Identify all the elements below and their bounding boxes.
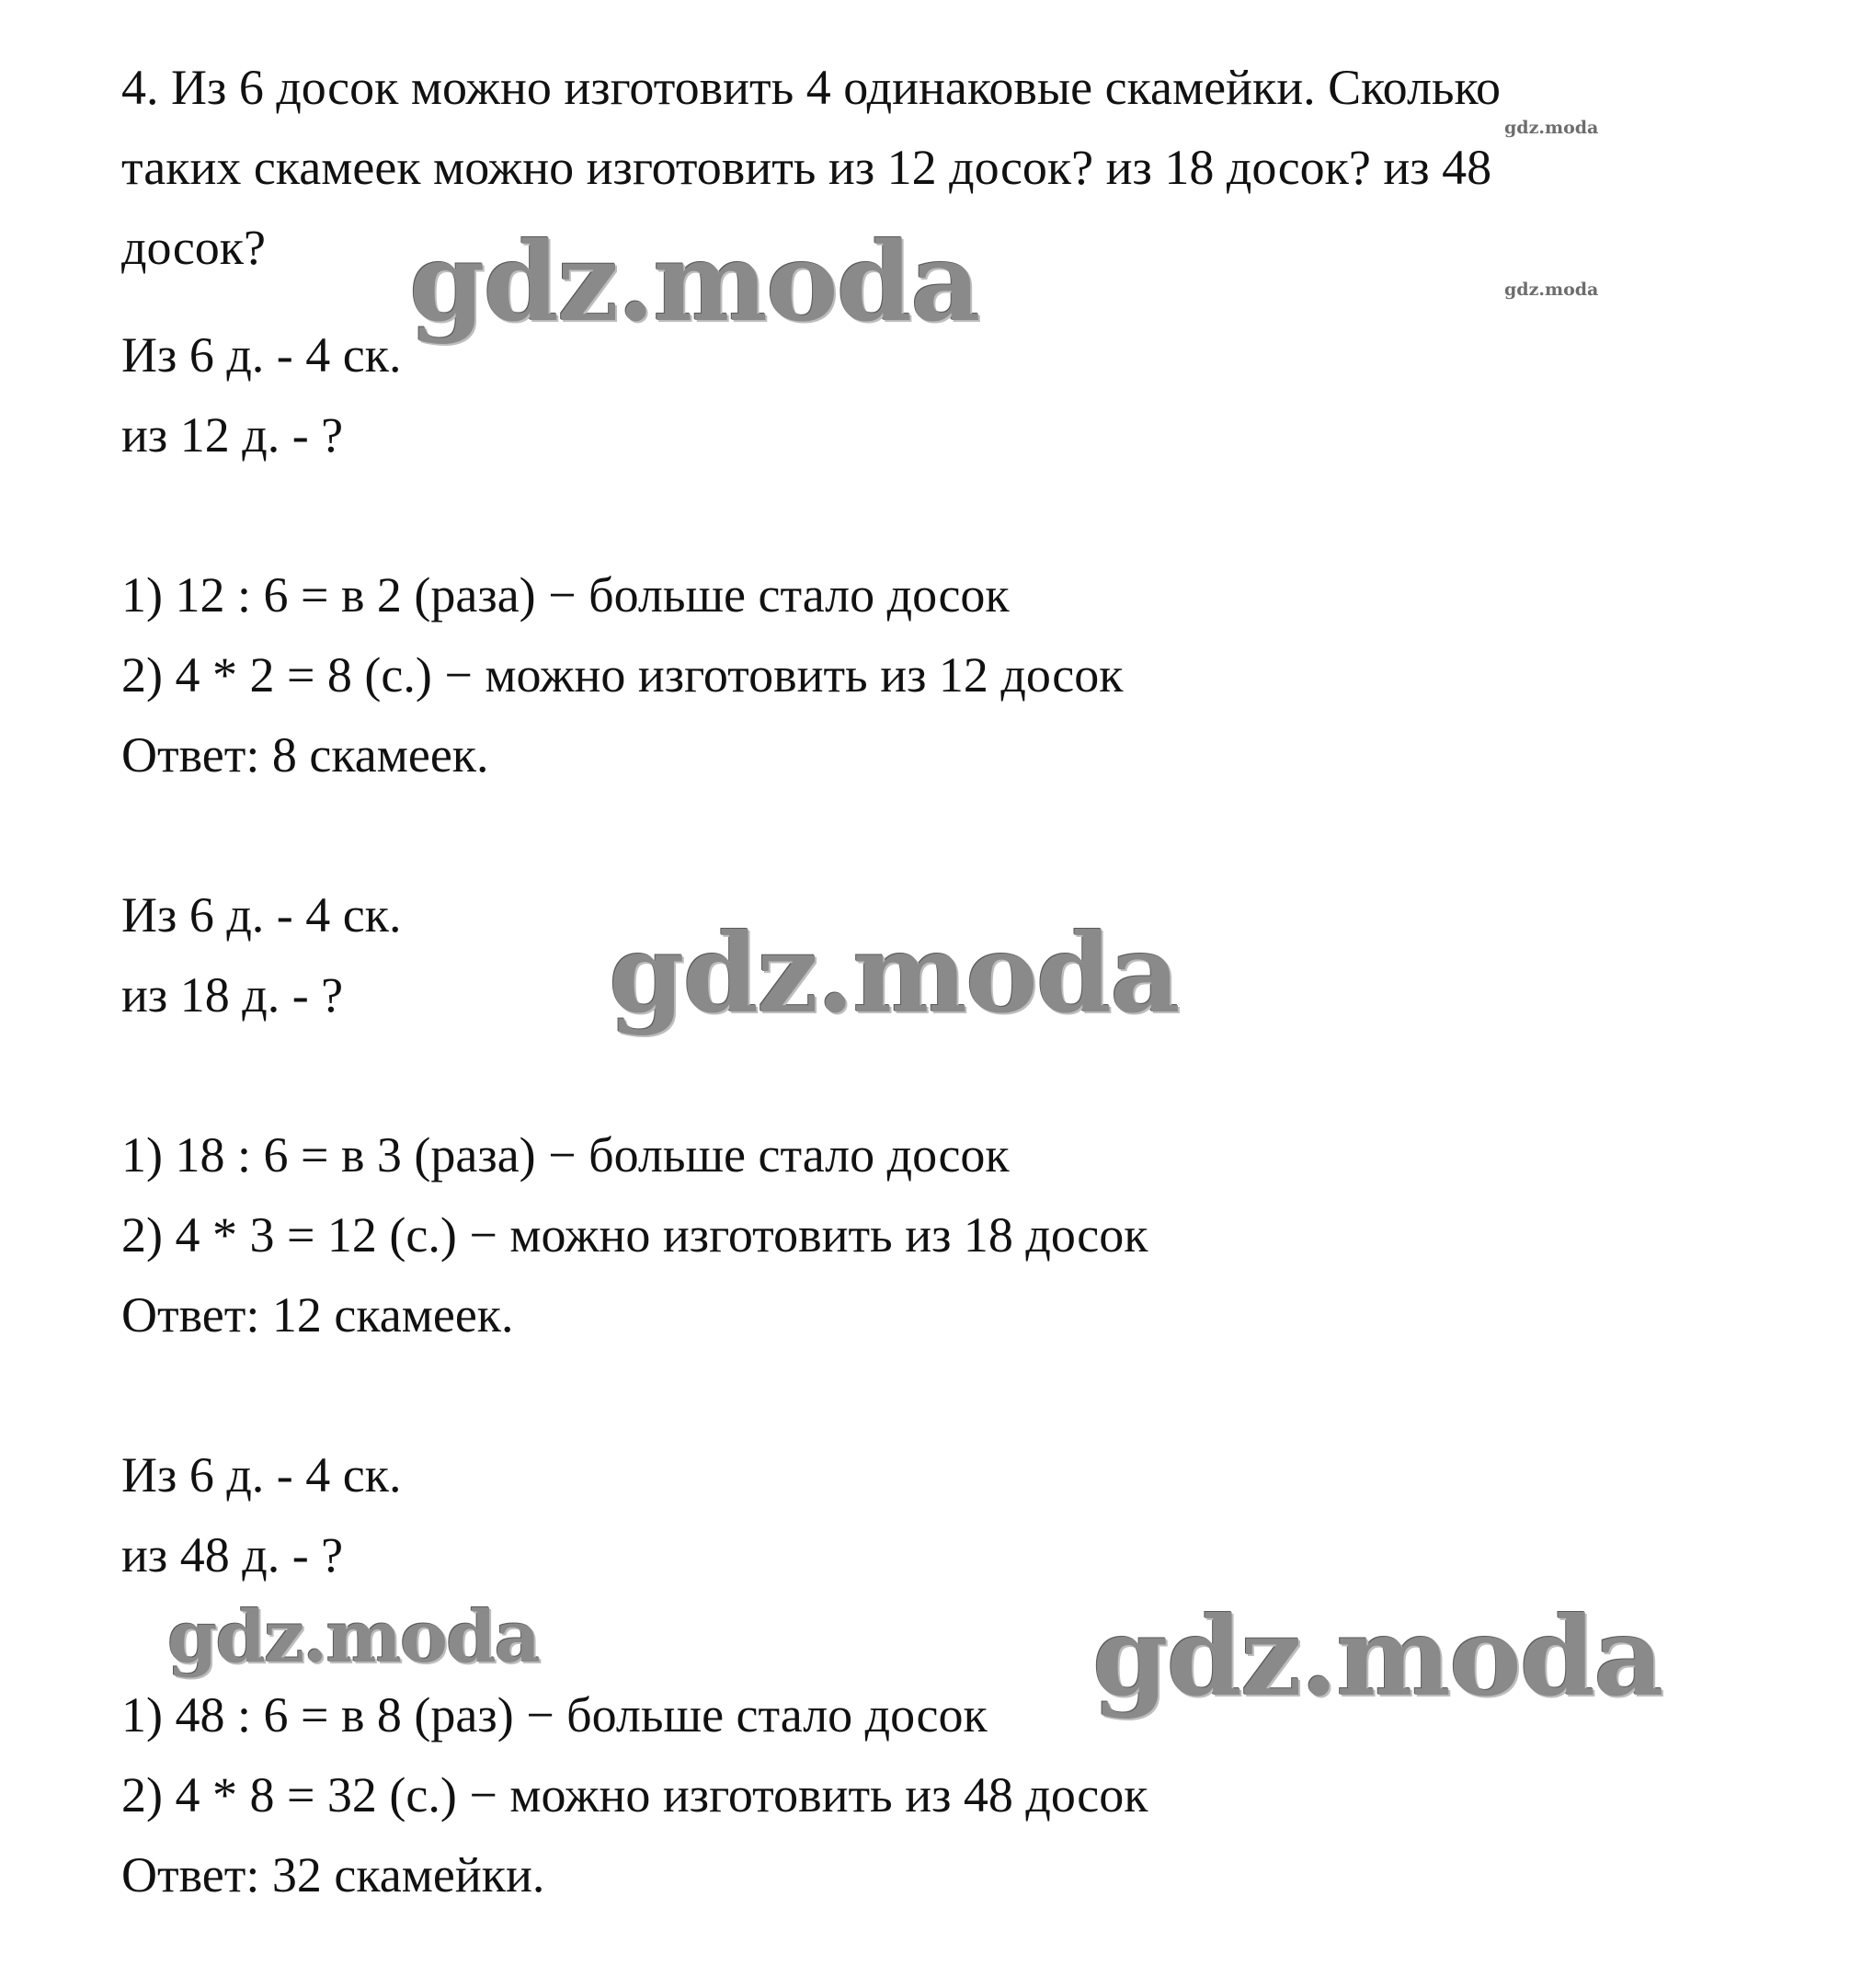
part1-step-1: 1) 12 : 6 = в 2 (раза) − больше стало досок	[121, 567, 1010, 623]
part2-step-1: 1) 18 : 6 = в 3 (раза) − больше стало досок	[121, 1127, 1010, 1183]
part3-step-2: 2) 4 * 8 = 32 (с.) − можно изготовить из 48 досок	[121, 1767, 1148, 1822]
part2-step-2: 2) 4 * 3 = 12 (с.) − можно изготовить из 18 досок	[121, 1207, 1148, 1262]
part3-answer: Ответ: 32 скамейки.	[121, 1847, 545, 1902]
watermark-small-right: gdz.moda	[1504, 280, 1599, 300]
watermark-large-bottom-right: gdz.moda	[1092, 1593, 1662, 1720]
part3-step-1: 1) 48 : 6 = в 8 (раз) − больше стало досок	[121, 1687, 988, 1742]
watermark-small-top: gdz.moda	[1504, 118, 1599, 138]
problem-line-2: таких скамеек можно изготовить из 12 досок? из 18 досок? из 48	[121, 140, 1492, 195]
problem-line-3: досок?	[121, 220, 266, 275]
watermark-large-middle: gdz.moda	[609, 909, 1179, 1037]
watermark-medium-bottom-left: gdz.moda	[167, 1595, 540, 1679]
part1-step-2: 2) 4 * 2 = 8 (с.) − можно изготовить из 12 досок	[121, 647, 1124, 703]
part1-given-question: из 12 д. - ?	[121, 407, 344, 463]
part2-answer: Ответ: 12 скамеек.	[121, 1287, 514, 1342]
part1-given-boards: Из 6 д. - 4 ск.	[121, 327, 402, 383]
watermark-large-top: gdz.moda	[409, 218, 979, 346]
part3-given-boards: Из 6 д. - 4 ск.	[121, 1447, 402, 1502]
part1-answer: Ответ: 8 скамеек.	[121, 727, 489, 783]
part2-given-question: из 18 д. - ?	[121, 967, 344, 1023]
problem-line-1: 4. Из 6 досок можно изготовить 4 одинаковые скамейки. Сколько	[121, 60, 1502, 115]
part2-given-boards: Из 6 д. - 4 ск.	[121, 887, 402, 943]
part3-given-question: из 48 д. - ?	[121, 1527, 344, 1582]
